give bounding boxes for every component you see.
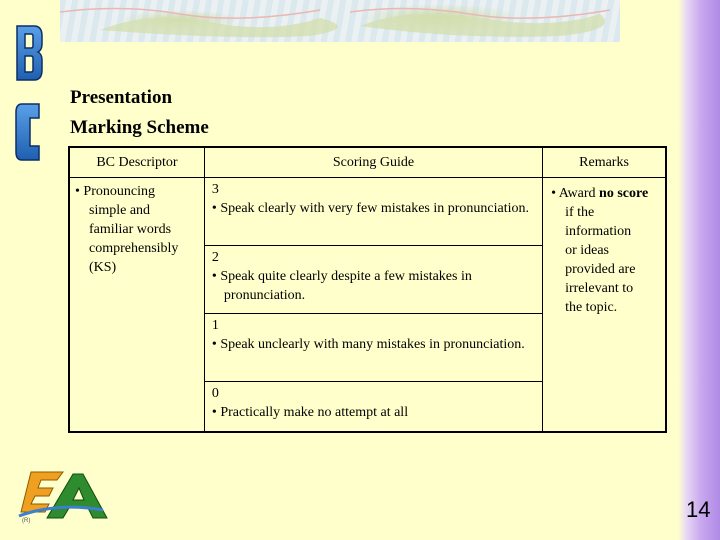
header-guide: Scoring Guide [204, 147, 542, 178]
remarks-cell [543, 178, 666, 433]
guide-row-3 [204, 178, 542, 246]
descriptor-line: familiar words [89, 222, 172, 237]
header-descriptor: BC Descriptor [69, 147, 204, 178]
letter-b-shape [17, 26, 42, 80]
bc-logo [12, 22, 46, 162]
remarks-line: provided are [565, 262, 636, 277]
remarks-line: the topic. [565, 300, 618, 315]
guide-text: • Speak clearly with very few mistakes in pronunciation. [211, 201, 530, 216]
remarks-line: irrelevant to [565, 281, 634, 296]
remarks-line: if the [565, 205, 595, 220]
ea-logo [17, 466, 109, 524]
bullet: • [75, 184, 80, 199]
guide-row-0 [204, 382, 542, 433]
score-value: 0 [211, 386, 219, 401]
descriptor-line: simple and [89, 203, 151, 218]
marking-scheme-table [68, 146, 667, 433]
logo-registered-mark: (R) [22, 518, 31, 524]
remarks-line: or ideas [565, 243, 610, 258]
guide-row-1 [204, 314, 542, 382]
map-banner-image [60, 0, 620, 42]
guide-text: • Speak quite clearly despite a few mistakes in pronunciation. [211, 269, 472, 303]
descriptor-line: (KS) [89, 260, 117, 275]
descriptor-line: • Pronouncing [75, 184, 155, 199]
guide-text: • Practically make no attempt at all [211, 405, 409, 420]
page-title: Presentation [70, 87, 173, 108]
guide-row-2 [204, 246, 542, 314]
score-value: 3 [211, 182, 219, 197]
logo-a-shape [47, 474, 107, 518]
remarks-emphasis: no score [599, 186, 649, 201]
score-value: 1 [211, 318, 219, 333]
page-number: 14 [686, 497, 711, 522]
guide-text: • Speak unclearly with many mistakes in pronunciation. [211, 337, 525, 352]
descriptor-cell [69, 178, 204, 433]
letter-c-shape [16, 104, 39, 160]
right-gradient-band [678, 0, 720, 540]
header-row [69, 147, 666, 178]
table-row [69, 178, 666, 246]
score-value: 2 [211, 250, 219, 265]
page-subtitle: Marking Scheme [70, 117, 209, 138]
remarks-line: information [565, 224, 632, 239]
header-remarks: Remarks [543, 147, 666, 178]
remarks-line: • Award no score [551, 186, 649, 201]
descriptor-line: comprehensibly [89, 241, 179, 256]
